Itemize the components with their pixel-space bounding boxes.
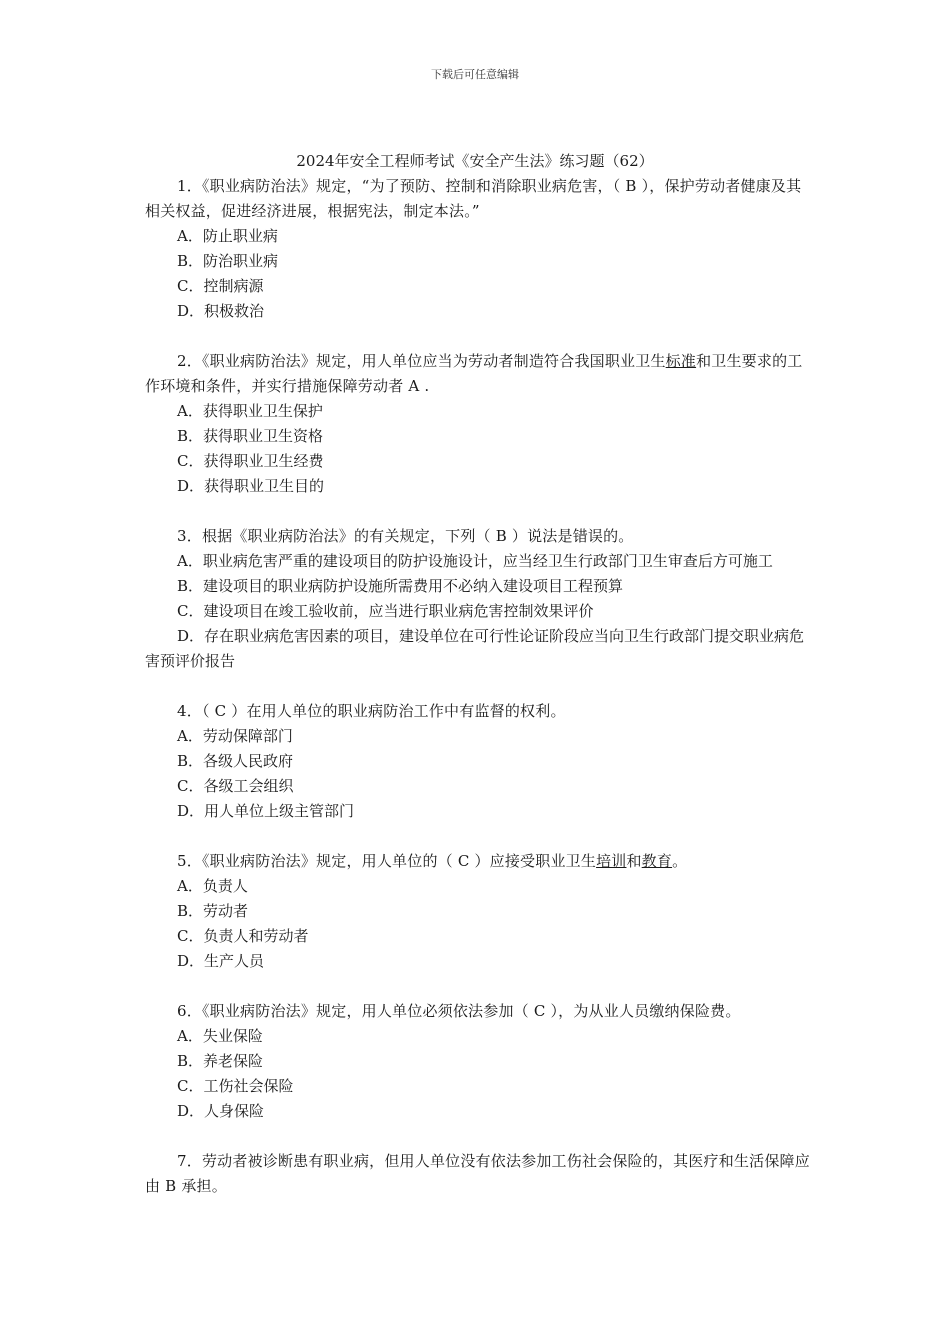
question-3 xyxy=(145,524,810,674)
question-4 xyxy=(145,699,810,824)
option-a: A．失业保险 xyxy=(177,1027,263,1045)
option-b: B．各级人民政府 xyxy=(177,752,294,770)
link-training[interactable]: 培训 xyxy=(596,852,627,870)
stem-text: 和 xyxy=(626,852,642,870)
option-a: A．劳动保障部门 xyxy=(177,727,293,745)
option-d: D．存在职业病危害因素的项目，建设单位在可行性论证阶段应当向卫生行政部门提交职业病危害预评价报告 xyxy=(145,627,805,670)
option-c: C．获得职业卫生经费 xyxy=(177,452,324,470)
link-standard[interactable]: 标准 xyxy=(665,352,697,370)
stem-text: 5．《职业病防治法》规定，用人单位的（ C ）应接受职业卫生 xyxy=(177,852,597,870)
question-stem: 3．根据《职业病防治法》的有关规定，下列（ B ）说法是错误的。 xyxy=(177,527,634,545)
option-b: B．养老保险 xyxy=(177,1052,264,1070)
option-d: D．用人单位上级主管部门 xyxy=(177,802,355,820)
question-7 xyxy=(145,1149,810,1199)
option-b: B．建设项目的职业病防护设施所需费用不必纳入建设项目工程预算 xyxy=(177,577,624,595)
question-stem: 4．（ C ）在用人单位的职业病防治工作中有监督的权利。 xyxy=(177,702,566,720)
option-c: C．各级工会组织 xyxy=(177,777,294,795)
stem-text: 2．《职业病防治法》规定，用人单位应当为劳动者制造符合我国职业卫生 xyxy=(177,352,666,370)
option-d: D．积极救治 xyxy=(177,302,265,320)
option-b: B．获得职业卫生资格 xyxy=(177,427,324,445)
question-stem: 7．劳动者被诊断患有职业病，但用人单位没有依法参加工伤社会保险的，其医疗和生活保障应由 B 承担。 xyxy=(145,1152,810,1195)
stem-text: 和卫生要求的工作环境和条件，并实行措施保障劳动者 A . xyxy=(145,352,803,395)
link-education[interactable]: 教育 xyxy=(641,852,673,870)
option-c: C．建设项目在竣工验收前，应当进行职业病危害控制效果评价 xyxy=(177,602,594,620)
option-a: A．防止职业病 xyxy=(177,227,278,245)
option-a: A．获得职业卫生保护 xyxy=(177,402,323,420)
option-d: D．人身保险 xyxy=(177,1102,265,1120)
question-stem: 1．《职业病防治法》规定，“为了预防、控制和消除职业病危害，（ B ），保护劳动者健康及其相关权益，促进经济进展，根据宪法，制定本法。” xyxy=(145,177,802,220)
question-2 xyxy=(145,349,810,499)
stem-text: 。 xyxy=(672,852,688,870)
option-a: A．职业病危害严重的建设项目的防护设施设计，应当经卫生行政部门卫生审查后方可施工 xyxy=(177,552,773,570)
option-c: C．工伤社会保险 xyxy=(177,1077,294,1095)
header-note: 下载后可任意编辑 xyxy=(431,68,519,81)
question-5 xyxy=(145,849,810,974)
option-c: C．控制病源 xyxy=(177,277,264,295)
question-6 xyxy=(145,999,810,1124)
question-list xyxy=(145,174,810,1224)
option-d: D．生产人员 xyxy=(177,952,265,970)
question-stem xyxy=(145,849,810,874)
option-c: C．负责人和劳动者 xyxy=(177,927,309,945)
question-stem xyxy=(145,349,810,399)
document-title: 2024年安全工程师考试《安全产生法》练习题（62） xyxy=(296,152,654,170)
question-1 xyxy=(145,174,810,324)
option-d: D．获得职业卫生目的 xyxy=(177,477,325,495)
option-a: A．负责人 xyxy=(177,877,248,895)
option-b: B．防治职业病 xyxy=(177,252,279,270)
option-b: B．劳动者 xyxy=(177,902,249,920)
question-stem: 6．《职业病防治法》规定，用人单位必须依法参加（ C ），为从业人员缴纳保险费。 xyxy=(177,1002,741,1020)
